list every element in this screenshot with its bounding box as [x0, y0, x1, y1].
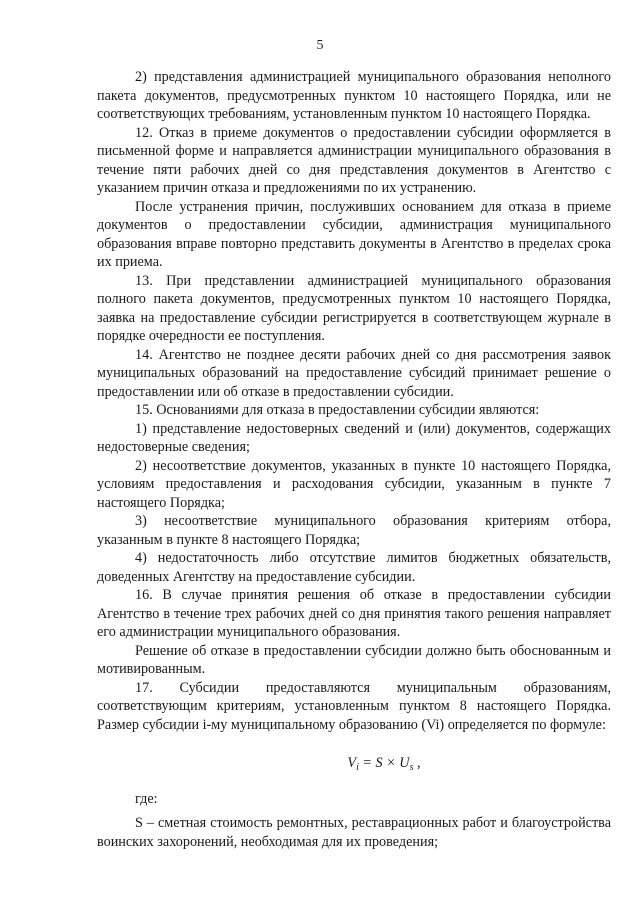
- formula-v: V: [347, 755, 357, 771]
- paragraph: 15. Основаниями для отказа в предоставлении субсидии являются:: [135, 402, 540, 418]
- list-item: 2) несоответствие документов, указанных в пункте 10 настоящего Порядка, условиям предоставления и расходования субсидии, указанным в пункте 7 настоящего Порядка;: [97, 457, 611, 511]
- formula-u-subscript: s: [409, 762, 414, 773]
- list-item: 1) представление недостоверных сведений и (или) документов, содержащих недостоверные сведения;: [97, 420, 611, 455]
- paragraph: 17. Субсидии предоставляются муниципальным образованиям, соответствующим критериям, установленным пунктом 8 настоящего Порядка. Размер субсидии i-му муниципальному образованию (Vi) определяется по формуле:: [97, 679, 611, 733]
- where-label: где:: [135, 790, 158, 807]
- document-body: [97, 68, 611, 851]
- list-item: 3) несоответствие муниципального образования критериям отбора, указанным в пункте 8 настоящего Порядка;: [97, 513, 611, 548]
- definition-s: S – сметная стоимость ремонтных, реставрационных работ и благоустройства воинских захоронений, необходимая для их проведения;: [97, 815, 611, 850]
- formula-expression: = S × U: [358, 755, 410, 771]
- paragraph: 2) представления администрацией муниципального образования неполного пакета документов, предусмотренных пунктом 10 настоящего Порядка, или не соответствующих требованиям, установленным пунктом 10 настоящего Порядка.: [97, 69, 611, 122]
- subsidy-formula: [97, 754, 611, 778]
- paragraph: 12. Отказ в приеме документов о предоставлении субсидии оформляется в письменной форме и направляется администрации муниципального образования в течение пяти рабочих дней со дня представления документов в Агентство с указанием причин отказа и предложениями по их устранению.: [97, 124, 611, 196]
- paragraph: После устранения причин, послуживших основанием для отказа в приеме документов о предоставлении субсидии, администрация муниципального образования вправе повторно представить документы в Агентство в пределах срока их приема.: [97, 198, 611, 270]
- list-item: 4) недостаточность либо отсутствие лимитов бюджетных обязательств, доведенных Агентству на предоставление субсидии.: [97, 550, 611, 585]
- paragraph: 16. В случае принятия решения об отказе в предоставлении субсидии Агентство в течение трех рабочих дней со дня принятия такого решения направляет его администрации муниципального образования.: [97, 587, 611, 640]
- formula-v-subscript: i: [356, 762, 359, 773]
- page-number: 5: [316, 38, 324, 53]
- paragraph: Решение об отказе в предоставлении субсидии должно быть обоснованным и мотивированным.: [97, 642, 611, 677]
- paragraph: 14. Агентство не позднее десяти рабочих дней со дня рассмотрения заявок муниципальных образований на предоставление субсидий принимает решение о предоставлении или об отказе в предоставлении субсидии.: [97, 346, 611, 400]
- formula-tail: ,: [413, 755, 421, 771]
- paragraph: 13. При представлении администрацией муниципального образования полного пакета документов, предусмотренных пунктом 10 настоящего Порядка, заявка на предоставление субсидии регистрируется в соответствующем журнале в порядке очередности ее поступления.: [97, 272, 611, 344]
